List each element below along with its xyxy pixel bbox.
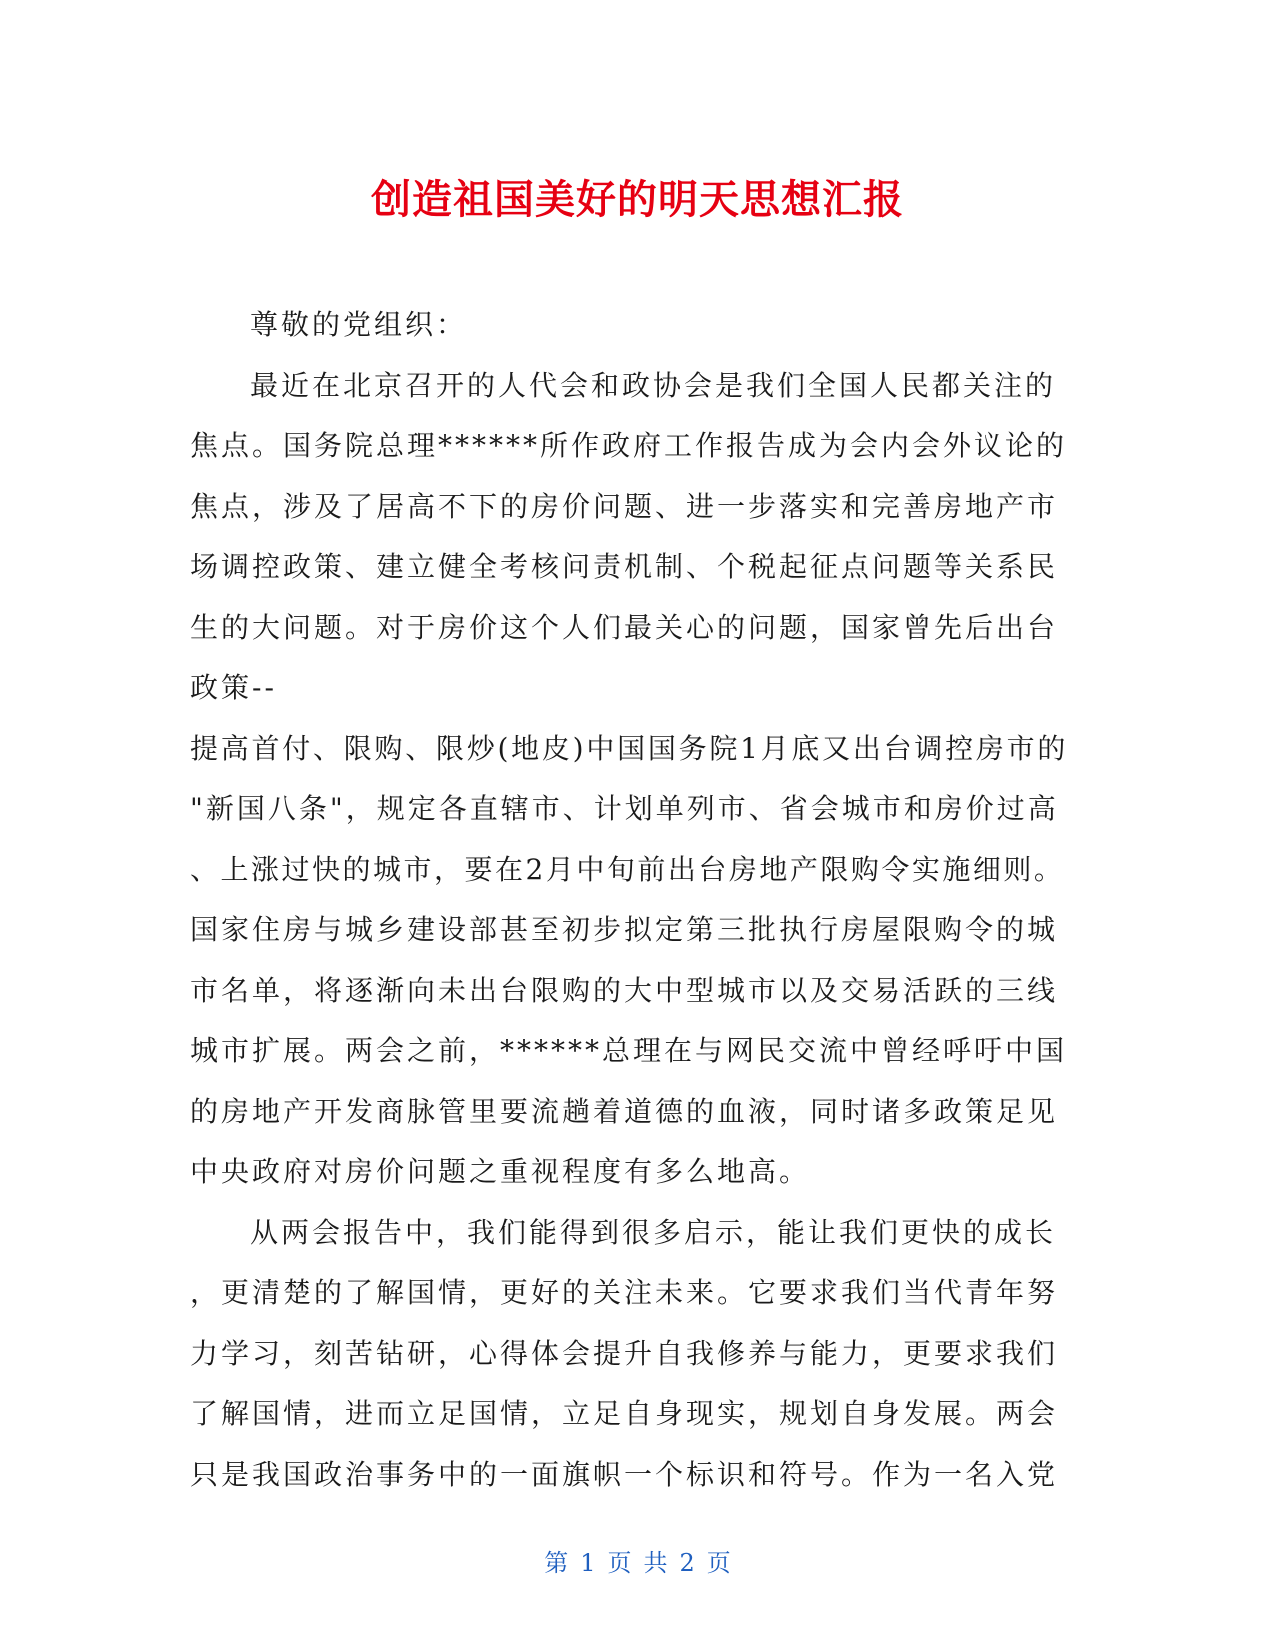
- document-title: 创造祖国美好的明天思想汇报: [371, 177, 904, 223]
- body-line: 中央政府对房价问题之重视程度有多么地高。: [190, 1155, 811, 1188]
- body-line: 焦点。国务院总理******所作政府工作报告成为会内会外议论的: [190, 429, 1068, 462]
- body-line: 城市扩展。两会之前，******总理在与网民交流中曾经呼吁中国: [190, 1034, 1068, 1067]
- body-line: 、上涨过快的城市，要在2月中旬前出台房地产限购令实施细则。: [190, 852, 1065, 886]
- footer-page-word: 第: [544, 1549, 569, 1577]
- body-line: 国家住房与城乡建设部甚至初步拟定第三批执行房屋限购令的城: [190, 913, 1059, 946]
- body-line: 市名单，将逐渐向未出台限购的大中型城市以及交易活跃的三线: [190, 973, 1059, 1007]
- document-body: [190, 295, 1070, 1505]
- body-line: 尊敬的党组织：: [250, 308, 468, 341]
- body-line: 政策--: [190, 671, 277, 704]
- body-line: 从两会报告中，我们能得到很多启示，能让我们更快的成长: [250, 1215, 1057, 1249]
- body-line: "新国八条"，规定各直辖市、计划单列市、省会城市和房价过高: [190, 792, 1059, 825]
- body-line: 只是我国政治事务中的一面旗帜一个标识和符号。作为一名入党: [190, 1457, 1059, 1491]
- body-line: 的房地产开发商脉管里要流趟着道德的血液，同时诸多政策足见: [190, 1094, 1059, 1128]
- body-line: 焦点，涉及了居高不下的房价问题、进一步落实和完善房地产市: [190, 489, 1059, 523]
- page-footer: [0, 1543, 1275, 1578]
- body-line: 最近在北京召开的人代会和政协会是我们全国人民都关注的: [250, 368, 1057, 402]
- body-line: 生的大问题。对于房价这个人们最关心的问题，国家曾先后出台: [190, 610, 1059, 644]
- footer-total-unit: 页: [706, 1549, 731, 1577]
- body-line: 提高首付、限购、限炒(地皮)中国国务院1月底又出台调控房市的: [190, 731, 1069, 765]
- body-line: 场调控政策、建立健全考核问责机制、个税起征点问题等关系民: [190, 550, 1059, 583]
- body-line: 力学习，刻苦钻研，心得体会提升自我修养与能力，更要求我们: [190, 1336, 1059, 1370]
- footer-total-word: 共: [643, 1549, 668, 1577]
- footer-page-unit: 页: [607, 1549, 632, 1577]
- footer-total-pages: 2: [679, 1549, 695, 1577]
- body-line: 了解国情，进而立足国情，立足自身现实，规划自身发展。两会: [190, 1397, 1059, 1430]
- body-line: ，更清楚的了解国情，更好的关注未来。它要求我们当代青年努: [190, 1276, 1059, 1309]
- footer-page-number: 1: [580, 1549, 596, 1577]
